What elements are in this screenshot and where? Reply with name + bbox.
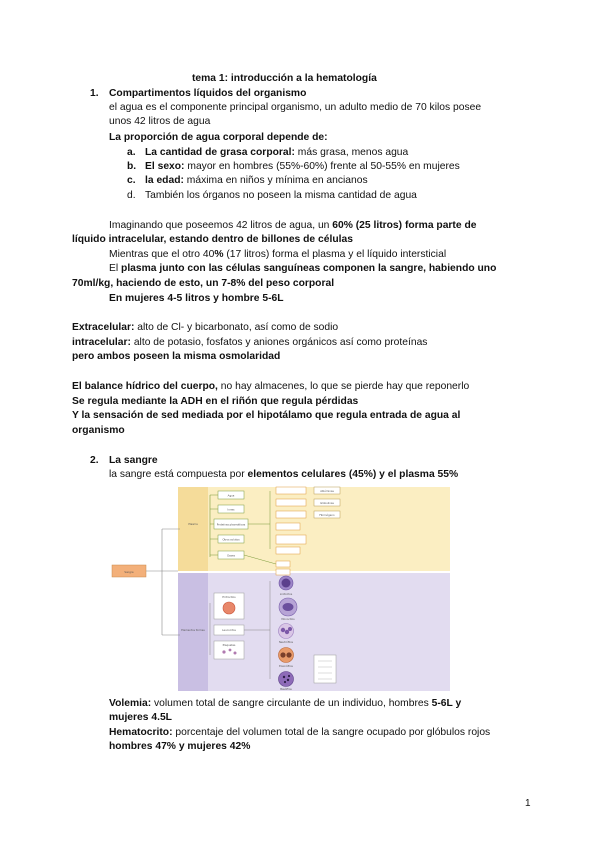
cells-label-band [178,573,208,691]
sub-box [276,535,306,544]
sub-box [276,523,300,530]
eosinophil-nucleus-icon [286,652,291,657]
leukocyte-label: Linfocitos [279,593,293,596]
basophil-granule-icon [283,676,285,678]
leukocyte-label: Neutrófilos [278,641,294,644]
paragraph-line: Extracelular: alto de Cl- y bicarbonato, así como de sodio [72,322,339,333]
list-item: la edad: máxima en niños y mínima en ancianos [145,175,368,186]
paragraph-line: Se regula mediante la ADH en el riñón que regula pérdidas [72,396,359,407]
cell-label: Plaquetas [222,644,236,647]
sub-box [276,561,290,567]
sub-box [276,547,300,554]
sub-box [276,499,306,506]
platelet-icon [229,649,232,652]
protein-item: Globulinas [320,502,334,505]
paragraph-line: Volemia: volumen total de sangre circulante de un individuo, hombres 5-6L y [109,698,462,709]
plasma-item: Gases [227,554,235,558]
paragraph-line: intracelular: alto de potasio, fosfatos y aniones orgánicos así como proteínas [72,337,428,348]
eosinophil-nucleus-icon [280,652,285,657]
plasma-label-band [178,487,208,571]
protein-item: Fibrinógeno [319,514,335,517]
paragraph-line: Imaginando que poseemos 42 litros de agua, un 60% (25 litros) forma parte de [109,220,477,231]
paragraph-line: El plasma junto con las células sanguíneas componen la sangre, habiendo uno [109,263,497,274]
paragraph-line: la sangre está compuesta por elementos celulares (45%) y el plasma 55% [109,469,459,480]
paragraph-line: Mientras que el otro 40% (17 litros) forma el plasma y el líquido intersticial [109,249,447,260]
section-heading: Compartimentos líquidos del organismo [109,88,307,99]
elements-label: Elementos formes [181,629,205,632]
section-heading: La sangre [109,455,158,466]
page-title: tema 1: introducción a la hematología [192,73,377,84]
plasma-item: Otros solutos [222,538,240,542]
list-item: La cantidad de grasa corporal: más grasa, menos agua [145,147,409,158]
paragraph-line: el agua es el componente principal organismo, un adulto medio de 70 kilos posee [109,102,482,113]
cell-label: Leucocitos [222,629,236,632]
paragraph-line: Y la sensación de sed mediada por el hipotálamo que regula entrada de agua al [72,410,461,421]
paragraph-line: Hematocrito: porcentaje del volumen total de la sangre ocupado por glóbulos rojos [109,727,491,738]
plasma-label: Plasma [188,523,198,526]
basophil-icon [279,672,294,687]
paragraph-line: 70ml/kg, haciendo de esto, un 7-8% del peso corporal [72,278,335,289]
root-label: Sangre [124,571,134,574]
paragraph-line: mujeres 4.5L [109,712,172,723]
sub-box [276,487,306,494]
sub-box [276,569,290,575]
monocyte-nucleus-icon [283,603,294,611]
list-item: El sexo: mayor en hombres (55%-60%) frente al 50-55% en mujeres [145,161,460,172]
erythrocyte-icon [223,602,235,614]
diagram-canvas [110,485,450,695]
basophil-granule-icon [287,679,289,681]
list-marker: c. [127,175,136,186]
paragraph-line: líquido intracelular, estando dentro de billones de células [72,234,353,245]
section-number: 1. [90,88,99,99]
paragraph-line: pero ambos poseen la misma osmolaridad [72,351,281,362]
cell-label: Eritrocitos [222,596,236,599]
plasma-item: Agua [227,494,235,498]
paragraph-line: El balance hídrico del cuerpo, no hay almacenes, lo que se pierde hay que reponerlo [72,381,470,392]
neutrophil-nucleus-icon [285,630,289,634]
paragraph-line: unos 42 litros de agua [109,116,211,127]
list-item: También los órganos no poseen la misma cantidad de agua [145,190,417,201]
leukocyte-label: Basófilos [280,688,292,691]
list-marker: b. [127,161,137,172]
paragraph-line: hombres 47% y mujeres 42% [109,741,251,752]
leukocyte-label: Monocitos [281,618,295,621]
list-marker: a. [127,147,136,158]
paragraph-line: En mujeres 4-5 litros y hombre 5-6L [109,293,284,304]
neutrophil-nucleus-icon [288,627,292,631]
platelet-icon [222,650,225,653]
lymphocyte-nucleus-icon [282,579,291,588]
protein-item: Albúminas [320,490,334,493]
leukocyte-label: Eosinófilos [279,665,293,668]
basophil-granule-icon [284,681,286,683]
basophil-granule-icon [288,675,290,677]
sub-box [276,511,306,518]
blood-composition-diagram [110,485,450,695]
page-number: 1 [525,798,531,809]
list-marker: d. [127,190,136,201]
subheading: La proporción de agua corporal depende de: [109,132,328,143]
paragraph-line: organismo [72,425,125,436]
section-number: 2. [90,455,99,466]
plasma-item: Proteínas plasmáticas [216,523,246,527]
neutrophil-nucleus-icon [281,628,285,632]
plasma-item: Iones [227,508,235,512]
platelet-icon [234,652,237,655]
